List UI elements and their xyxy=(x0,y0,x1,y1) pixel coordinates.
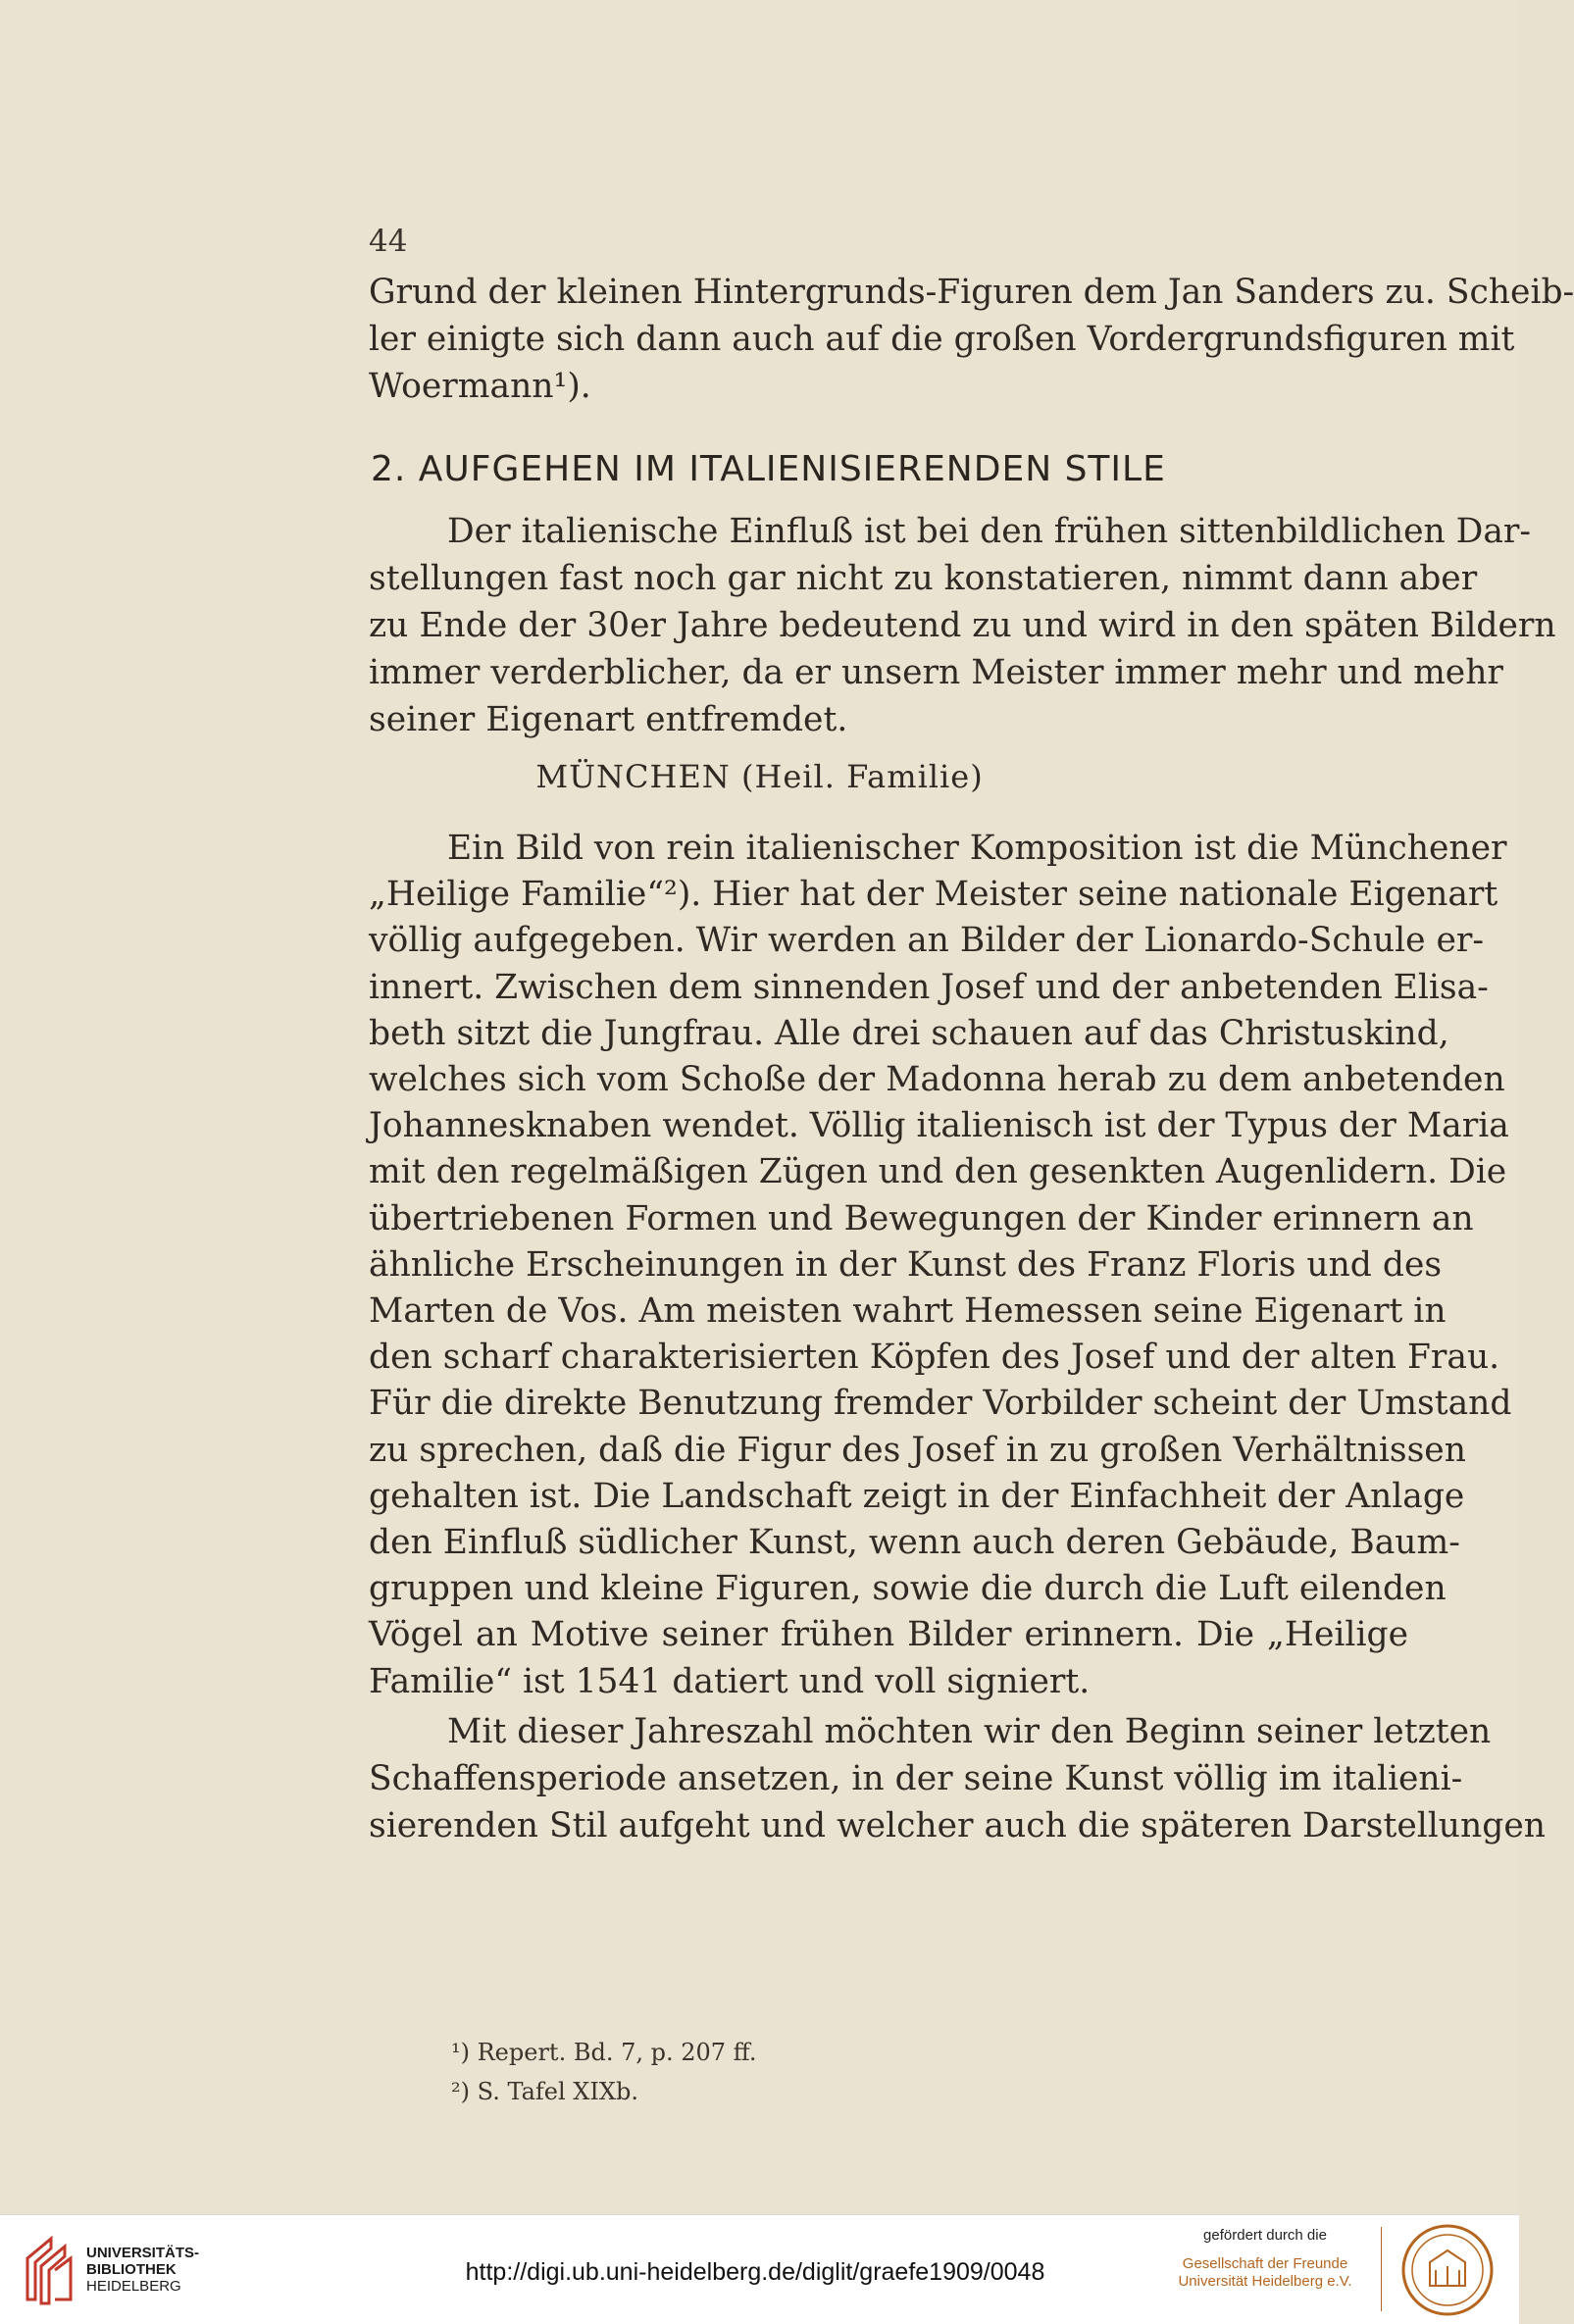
subsection-heading: MÜNCHEN (Heil. Familie) xyxy=(535,758,984,795)
text-line: beth sitzt die Jungfrau. Alle drei schauen auf das Christuskind, xyxy=(369,1013,1449,1053)
text-line: ähnliche Erscheinungen in der Kunst des Franz Floris und des xyxy=(369,1244,1443,1285)
paragraph-conclusion xyxy=(369,1708,1546,1849)
text-line: gehalten ist. Die Landschaft zeigt in der Einfachheit der Anlage xyxy=(369,1476,1465,1516)
text-line: mit den regelmäßigen Zügen und den gesenkten Augenlidern. Die xyxy=(369,1152,1507,1192)
text-line: Für die direkte Benutzung fremder Vorbilder scheint der Umstand xyxy=(369,1384,1512,1424)
sponsor-credit xyxy=(1157,2227,1373,2291)
text-line: ler einigte sich dann auch auf die großen Vordergrundsfiguren mit xyxy=(369,320,1515,359)
text-line: sierenden Stil aufgeht und welcher auch die späteren Darstellungen xyxy=(369,1806,1546,1845)
footnote: ¹) Repert. Bd. 7, p. 207 ff. xyxy=(451,2039,757,2066)
text-line: übertriebenen Formen und Bewegungen der Kinder erinnern an xyxy=(369,1198,1474,1238)
text-line: Woermann¹). xyxy=(369,367,591,406)
university-seal-icon xyxy=(1400,2223,1495,2317)
text-line: Vögel an Motive seiner frühen Bilder erinnern. Die „Heilige xyxy=(369,1615,1408,1655)
library-name-line: HEIDELBERG xyxy=(86,2278,181,2295)
text-line: Familie“ ist 1541 datiert und voll signiert. xyxy=(369,1661,1091,1701)
library-name-line: UNIVERSITÄTS- xyxy=(86,2245,200,2261)
paragraph-continuation xyxy=(369,269,1574,410)
text-line: zu sprechen, daß die Figur des Josef in zu großen Verhältnissen xyxy=(369,1430,1466,1470)
footnote: ²) S. Tafel XIXb. xyxy=(451,2078,638,2105)
text-line: stellungen fast noch gar nicht zu konstatieren, nimmt dann aber xyxy=(369,559,1478,598)
sponsor-divider xyxy=(1381,2227,1382,2311)
text-line: innert. Zwischen dem sinnenden Josef und der anbetenden Elisa- xyxy=(369,967,1489,1007)
text-line: Mit dieser Jahreszahl möchten wir den Beginn seiner letzten xyxy=(447,1712,1492,1751)
text-line: völlig aufgegeben. Wir werden an Bilder der Lionardo-Schule er- xyxy=(369,921,1485,961)
sponsor-org-line: Gesellschaft der Freunde xyxy=(1182,2255,1348,2272)
text-line: den scharf charakterisierten Köpfen des Josef und der alten Frau. xyxy=(369,1338,1500,1378)
text-line: den Einfluß südlicher Kunst, wenn auch deren Gebäude, Baum- xyxy=(369,1523,1460,1563)
permalink-url[interactable]: http://digi.ub.uni-heidelberg.de/diglit/graefe1909/0048 xyxy=(465,2258,1045,2286)
sponsor-org-line: Universität Heidelberg e.V. xyxy=(1178,2273,1352,2290)
library-logo-icon xyxy=(22,2231,76,2307)
text-line: gruppen und kleine Figuren, sowie die durch die Luft eilenden xyxy=(369,1569,1447,1609)
text-line: Schaffensperiode ansetzen, in der seine Kunst völlig im italieni- xyxy=(369,1759,1463,1798)
library-footer xyxy=(0,2214,1519,2324)
page-number: 44 xyxy=(369,224,408,259)
text-line: Ein Bild von rein italienischer Komposition ist die Münchener xyxy=(447,829,1507,868)
library-name-line: BIBLIOTHEK xyxy=(86,2261,177,2278)
footnotes xyxy=(451,2033,757,2111)
text-line: seiner Eigenart entfremdet. xyxy=(369,700,848,739)
text-line: Grund der kleinen Hintergrunds-Figuren dem Jan Sanders zu. Scheib- xyxy=(369,273,1574,312)
text-line: immer verderblicher, da er unsern Meister immer mehr und mehr xyxy=(369,653,1503,692)
paragraph-intro xyxy=(369,508,1556,743)
text-line: zu Ende der 30er Jahre bedeutend zu und wird in den späten Bildern xyxy=(369,606,1556,645)
text-line: Der italienische Einfluß ist bei den frühen sittenbildlichen Dar- xyxy=(447,512,1532,551)
text-line: Johannesknaben wendet. Völlig italienisch ist der Typus der Maria xyxy=(369,1106,1509,1146)
paragraph-description xyxy=(369,826,1512,1705)
text-line: „Heilige Familie“²). Hier hat der Meister seine nationale Eigenart xyxy=(369,875,1498,915)
library-name xyxy=(86,2245,199,2295)
text-line: welches sich vom Schoße der Madonna herab zu dem anbetenden xyxy=(369,1060,1505,1100)
text-line: Marten de Vos. Am meisten wahrt Hemessen seine Eigenart in xyxy=(369,1291,1447,1332)
section-heading: 2. AUFGEHEN IM ITALIENISIERENDEN STILE xyxy=(371,449,1166,489)
sponsor-org xyxy=(1157,2255,1373,2291)
sponsor-lead: gefördert durch die xyxy=(1203,2227,1327,2244)
